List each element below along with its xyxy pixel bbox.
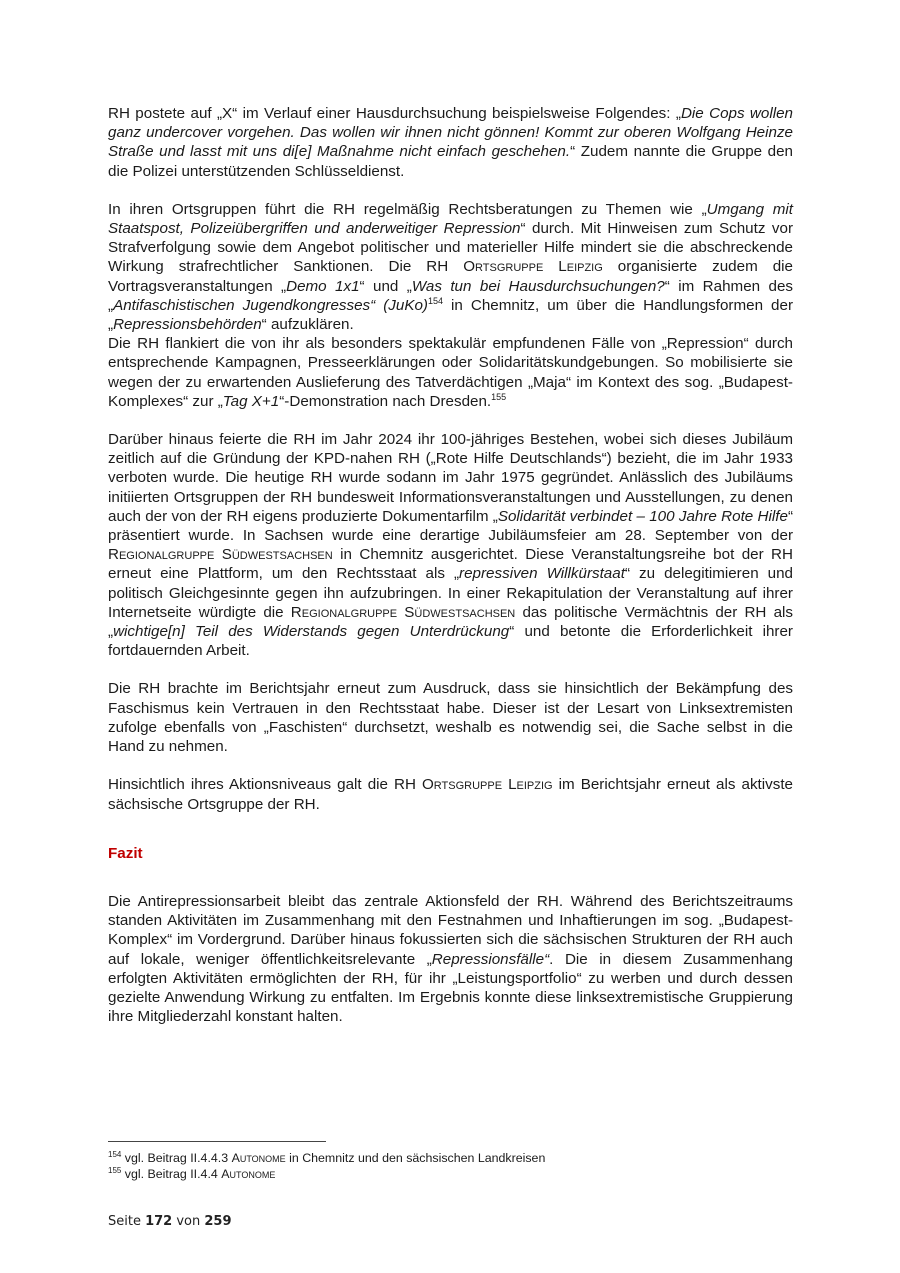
- text: RH postete auf „X“ im Verlauf einer Hausdurchsuchung beispielsweise Folgendes: „: [108, 105, 681, 122]
- text: In ihren Ortsgruppen führt die RH regelmäßig Rechtsberatungen zu Themen wie „: [108, 200, 707, 218]
- text: im Berichtsjahr erneut als aktivste sächsische Ortsgruppe der RH.: [108, 776, 793, 813]
- footnote-separator: [108, 1141, 326, 1142]
- quote: Solidarität verbindet – 100 Jahre Rote Hilfe: [497, 507, 788, 525]
- text: Die Antirepressionsarbeit bleibt das zentrale Aktionsfeld der RH. Während des Berichtszeitraums standen Aktivitäten im Zusammenhang mit den Festnahmen und Inhaftierungen im sog. „Budapest-Komplex“ im Vordergrund. Darüber hinaus fokussierten sich die sächsischen Strukturen der RH auch auf lokale, weniger öffentlichkeitsrelevante „: [108, 892, 793, 968]
- group-name: Ortsgruppe Leipzig: [463, 258, 603, 276]
- page-prefix: Seite: [108, 1214, 146, 1229]
- quote: repressiven Willkürstaat: [459, 565, 625, 583]
- text: “ im Rahmen des „: [108, 277, 793, 314]
- quote: Was tun bei Hausdurchsuchungen?: [411, 277, 665, 295]
- paragraph-3: [108, 334, 793, 411]
- quote: Repressionsbehörden: [113, 316, 262, 334]
- footnote-ref: 154: [427, 295, 443, 306]
- footnotes: [108, 1150, 793, 1182]
- quote: Die Cops wollen ganz undercover vorgehen. Das wollen wir ihnen nicht gönnen! Kommt zur oberen Wolfgang Heinze Straße und lasst mit uns di[e] Maßnahme nicht einfach geschehen.: [108, 105, 793, 161]
- text: organisierte zudem die Vortragsveranstaltungen „: [108, 258, 793, 295]
- section-heading: Fazit: [108, 844, 143, 862]
- page-number: [108, 1214, 232, 1229]
- quote: Tag X+1: [222, 392, 280, 410]
- text: “ präsentiert wurde. In Sachsen wurde eine derartige Jubiläumsfeier am 28. September von der: [108, 507, 793, 545]
- text: in Chemnitz ausgerichtet. Diese Veranstaltungsreihe bot der RH erneut eine Plattform, um den Rechtsstaat als „: [108, 546, 793, 583]
- footnote-text: vgl. Beitrag II.4.4: [121, 1167, 222, 1181]
- paragraph-7: [108, 892, 793, 1026]
- footnote-smallcaps: Autonome: [221, 1167, 276, 1181]
- text: “ Zudem nannte die Gruppe den die Polizei unterstützenden Schlüsseldienst.: [108, 143, 793, 180]
- footnote-154: [108, 1150, 793, 1166]
- current-page: 172: [145, 1214, 173, 1229]
- footnote-155: [108, 1166, 793, 1182]
- footnote-text: in Chemnitz und den sächsischen Landkreisen: [285, 1151, 546, 1165]
- group-name: Ortsgruppe Leipzig: [421, 776, 553, 794]
- quote: Repressionsfälle“: [431, 950, 550, 968]
- text: in Chemnitz, um über die Handlungsformen der „: [108, 296, 793, 334]
- footnote-smallcaps: Autonome: [231, 1151, 286, 1165]
- paragraph-1: [108, 104, 793, 181]
- footnote-number: 155: [108, 1165, 122, 1175]
- group-name: Regionalgruppe Südwestsachsen: [290, 603, 516, 621]
- text: Darüber hinaus feierte die RH im Jahr 2024 ihr 100-jähriges Bestehen, wobei sich dieses Jubiläum zeitlich auf die Gründung der KPD-nahen RH („Rote Hilfe Deutschlands“) bezieht, die im Jahr 1933 verboten wurde. Die heutige RH wurde sodann im Jahr 1975 gegründet. Anlässlich des Jubiläums initiierten Ortsgruppen der RH bundesweit Informationsveranstaltungen und Ausstellungen, zu denen auch der von der RH eigens produzierte Dokumentarfilm „: [108, 431, 793, 525]
- quote: Umgang mit Staatspost, Polizeiübergriffen und anderweitiger Repression: [108, 200, 793, 238]
- quote: wichtige[n] Teil des Widerstands gegen Unterdrückung: [113, 623, 510, 641]
- paragraph-2: [108, 200, 793, 334]
- text: “ und „: [359, 277, 412, 295]
- page-middle: von: [172, 1214, 205, 1229]
- text: das politische Vermächtnis der RH als „: [108, 603, 793, 641]
- text: “ und betonte die Erforderlichkeit ihrer fortdauernden Arbeit.: [108, 623, 793, 660]
- text: . Die in diesem Zusammenhang erfolgten Aktivitäten ermöglichten der RH, für ihr „Leistungsportfolio“ zu werben und durch dessen gezielte Anwendung Wirkung zu entfalten. Im Ergebnis konnte diese linksextremistische Gruppierung ihre Mitgliederzahl konstant halten.: [108, 950, 793, 1026]
- quote: Demo 1x1: [286, 277, 360, 295]
- text: Hinsichtlich ihres Aktionsniveaus galt die RH: [108, 776, 422, 794]
- text: “-Demonstration nach Dresden.: [279, 392, 492, 410]
- footnote-ref: 155: [491, 391, 507, 402]
- paragraph-6: [108, 775, 793, 813]
- footnote-text: vgl. Beitrag II.4.4.3: [121, 1151, 232, 1165]
- text: “ zu delegitimieren und politisch Gleichgesinnte gegen ihn aufzubringen. In einer Rekapitulation der Veranstaltung auf ihrer Internetseite würdigte die: [108, 565, 794, 621]
- text: Die RH brachte im Berichtsjahr erneut zum Ausdruck, dass sie hinsichtlich der Bekämpfung des Faschismus kein Vertrauen in den Rechtsstaat habe. Dieser ist der Lesart von Linksextremisten zufolge ebenfalls von „Faschisten“ durchsetzt, weshalb es notwendig sei, die Sache selbst in die Hand zu nehmen.: [108, 680, 793, 756]
- text: “ aufzuklären.: [261, 316, 354, 334]
- paragraph-4: [108, 430, 793, 660]
- text: “ durch. Mit Hinweisen zum Schutz vor Strafverfolgung sowie dem Angebot politischer und materieller Hilfe mindert sie die abschreckende Wirkung strafrechtlicher Sanktionen. Die RH: [108, 220, 793, 276]
- paragraph-5: [108, 679, 793, 756]
- footnote-number: 154: [108, 1149, 122, 1159]
- text: Die RH flankiert die von ihr als besonders spektakulär empfundenen Fälle von „Repression“ durch entsprechende Kampagnen, Presseerklärungen oder Solidaritätskundgebungen. So mobilisierte sie wegen der zu erwartenden Auslieferung des Tatverdächtigen „Maja“ im Kontext des sog. „Budapest-Komplexes“ zur „: [108, 335, 793, 410]
- quote: Antifaschistischen Jugendkongresses“ (JuKo): [113, 296, 428, 314]
- page-body: [108, 104, 793, 1026]
- group-name: Regionalgruppe Südwestsachsen: [108, 546, 333, 564]
- total-pages: 259: [204, 1214, 232, 1229]
